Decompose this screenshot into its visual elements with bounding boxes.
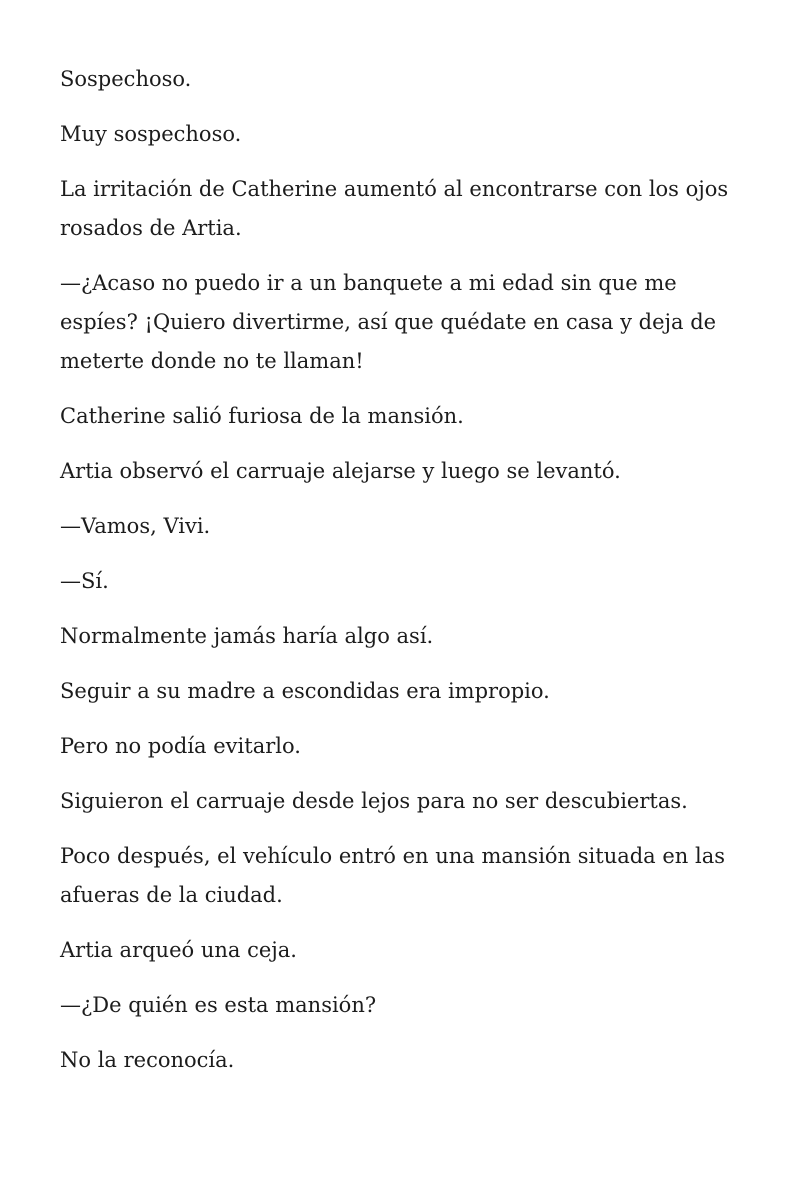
paragraph: Artia arqueó una ceja. [60,938,297,962]
paragraph: Seguir a su madre a escondidas era impropio. [60,679,550,703]
paragraph: Artia observó el carruaje alejarse y luego se levantó. [60,459,621,483]
paragraph: Normalmente jamás haría algo así. [60,624,434,648]
paragraph: No la reconocía. [60,1048,235,1072]
paragraph: —Sí. [60,569,109,593]
paragraph: La irritación de Catherine aumentó al encontrarse con los ojos rosados de Artia. [60,177,729,240]
paragraph: Poco después, el vehículo entró en una mansión situada en las afueras de la ciudad. [60,844,726,907]
paragraph: —¿Acaso no puedo ir a un banquete a mi edad sin que me espíes? ¡Quiero divertirme, así que quédate en casa y deja de meterte donde no te llaman! [60,271,717,373]
paragraph: —¿De quién es esta mansión? [60,993,377,1017]
paragraph: Pero no podía evitarlo. [60,734,301,758]
paragraph: —Vamos, Vivi. [60,514,211,538]
paragraph: Siguieron el carruaje desde lejos para no ser descubiertas. [60,789,688,813]
paragraph: Sospechoso. [60,67,192,91]
paragraph: Muy sospechoso. [60,122,242,146]
paragraph: Catherine salió furiosa de la mansión. [60,404,464,428]
